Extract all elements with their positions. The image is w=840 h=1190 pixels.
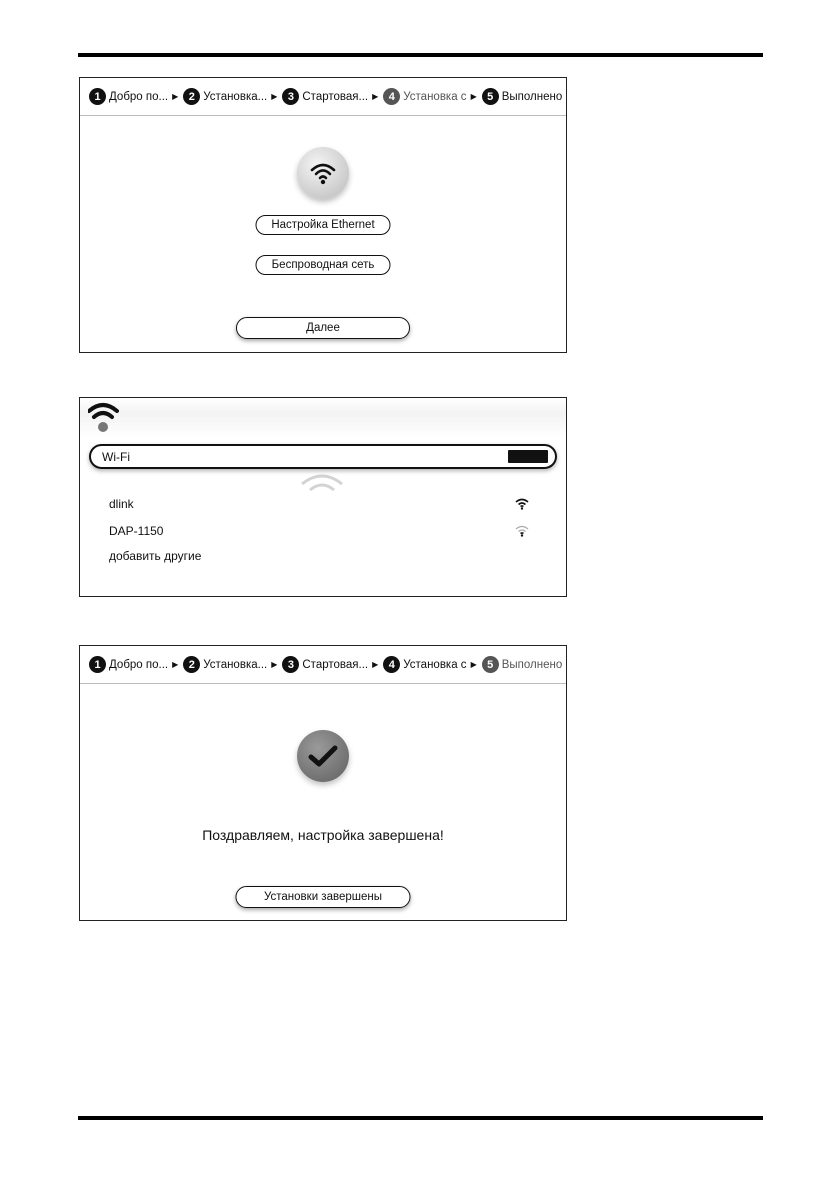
step-number: 5: [482, 656, 499, 673]
step-arrow-icon: ▶: [372, 92, 379, 101]
wizard-steps: [80, 78, 566, 116]
wifi-label: Wi-Fi: [102, 449, 130, 464]
step-number: 1: [89, 656, 106, 673]
settings-complete-button[interactable]: Установки завершены: [236, 886, 411, 908]
add-other-network[interactable]: [109, 549, 529, 563]
step-label: Стартовая...: [302, 658, 369, 671]
step-number: 3: [282, 656, 299, 673]
next-button[interactable]: Далее: [236, 317, 410, 339]
step-5-current: [482, 656, 563, 673]
wireless-network-button[interactable]: Беспроводная сеть: [256, 255, 391, 275]
step-label: Установка...: [203, 90, 268, 103]
setup-complete-screen: [79, 645, 567, 921]
step-3: [282, 88, 368, 105]
step-label: Установка с: [403, 658, 467, 671]
step-arrow-icon: ▶: [172, 660, 179, 669]
wifi-watermark-icon: [300, 470, 344, 494]
network-item[interactable]: [109, 524, 529, 538]
step-1: [89, 88, 168, 105]
step-4: [383, 656, 466, 673]
step-arrow-icon: ▶: [271, 660, 278, 669]
bottom-rule: [78, 1116, 763, 1120]
ethernet-setup-button[interactable]: Настройка Ethernet: [256, 215, 391, 235]
step-3: [282, 656, 368, 673]
step-label: Добро по...: [109, 658, 169, 671]
checkmark-icon: [297, 730, 349, 782]
step-label: Установка...: [203, 658, 268, 671]
wifi-toggle-row[interactable]: [89, 444, 557, 469]
step-arrow-icon: ▶: [372, 660, 379, 669]
wizard-steps: [80, 646, 566, 684]
step-arrow-icon: ▶: [470, 660, 477, 669]
step-4-current: [383, 88, 466, 105]
wifi-weak-icon: [515, 525, 529, 537]
network-name: DAP-1150: [109, 524, 164, 538]
step-number: 4: [383, 88, 400, 105]
wifi-strong-icon: [515, 498, 529, 510]
wifi-switch[interactable]: [508, 450, 548, 463]
step-label: Выполнено: [501, 90, 563, 103]
step-number: 2: [183, 656, 200, 673]
step-label: Установка с: [403, 90, 467, 103]
network-name: dlink: [109, 497, 134, 511]
network-setup-screen: [79, 77, 567, 353]
step-label: Добро по...: [109, 90, 169, 103]
wifi-list-screen: [79, 397, 567, 597]
step-number: 3: [282, 88, 299, 105]
step-arrow-icon: ▶: [470, 92, 477, 101]
step-number: 2: [183, 88, 200, 105]
step-1: [89, 656, 168, 673]
completion-message: Поздравляем, настройка завершена!: [202, 827, 444, 843]
step-label: Стартовая...: [302, 90, 369, 103]
wifi-header-icon: [88, 400, 120, 434]
step-2: [183, 656, 267, 673]
step-5: [482, 88, 563, 105]
step-arrow-icon: ▶: [172, 92, 179, 101]
step-2: [183, 88, 267, 105]
wifi-icon: [297, 147, 349, 199]
step-number: 5: [482, 88, 499, 105]
step-number: 1: [89, 88, 106, 105]
network-item[interactable]: [109, 497, 529, 511]
top-rule: [78, 53, 763, 57]
add-other-label: добавить другие: [109, 549, 202, 563]
step-label: Выполнено: [501, 658, 563, 671]
step-arrow-icon: ▶: [271, 92, 278, 101]
step-number: 4: [383, 656, 400, 673]
